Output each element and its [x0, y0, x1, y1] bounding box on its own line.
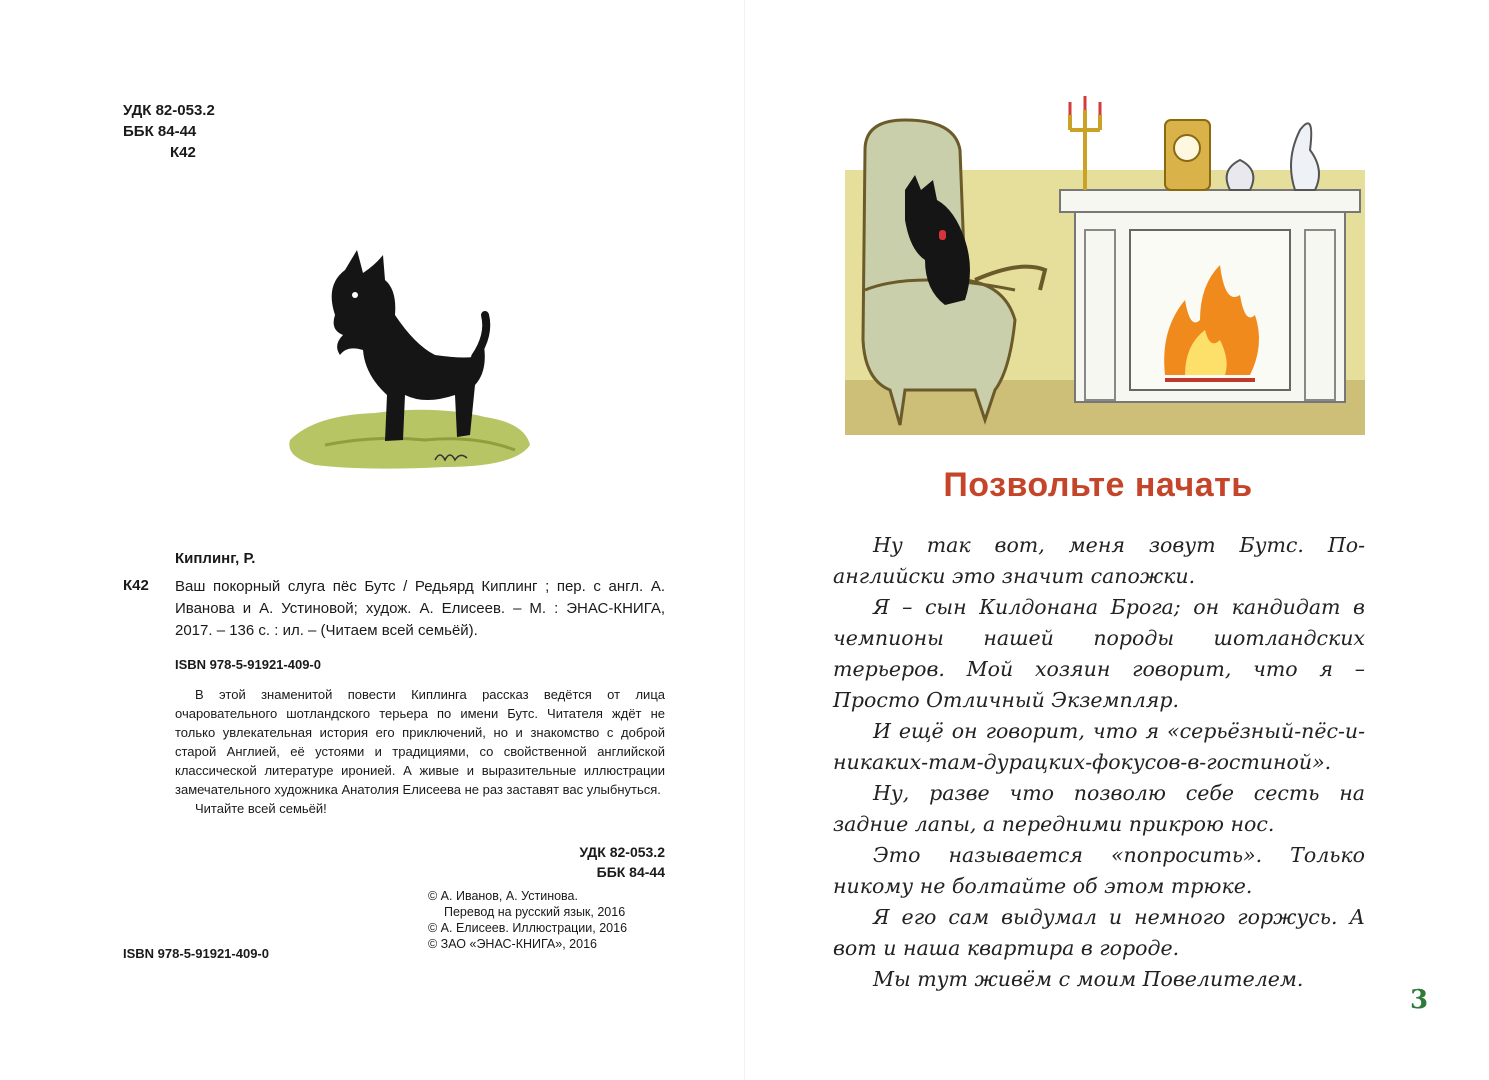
- dog-tongue: [939, 230, 946, 240]
- bbk-code: ББК 84-44: [123, 123, 197, 140]
- copyright-line: © А. Иванов, А. Устинова.: [428, 889, 578, 903]
- mantel: [1060, 190, 1360, 212]
- story-text: [833, 530, 1365, 995]
- catalog-code: К42: [123, 577, 149, 594]
- annotation-text: В этой знаменитой повести Киплинга рассказ ведётся от лица очаровательного шотландского терьера по имени Бутс. Читателя ждёт не только увлекательная история его приключений, но и знакомство с доброй старой Англией, её устоями и традициями, со свойственной английской классической литературе иронией. А живые и выразительные иллюстрации замечательного художника Анатолия Елисеева не раз заставят вас улыбнуться.: [175, 687, 665, 797]
- udk-code: УДК 82-053.2: [123, 102, 215, 119]
- page-number: 3: [1410, 985, 1429, 1015]
- story-paragraph: Я его сам выдумал и немного горжусь. А вот и наша квартира в городе.: [833, 905, 1365, 960]
- story-paragraph: И ещё он говорит, что я «серьёзный-пёс-и-никаких-там-дурацких-фокусов-в-гостиной».: [833, 719, 1365, 774]
- author-heading: Киплинг, Р.: [175, 550, 256, 567]
- bibliographic-record: [175, 576, 665, 642]
- author-mark: К42: [170, 144, 196, 161]
- udk-bottom-block: [455, 842, 665, 882]
- annotation-closing: Читайте всей семьёй!: [195, 801, 327, 816]
- isbn-inner: ISBN 978-5-91921-409-0: [175, 657, 321, 672]
- story-paragraph: Ну так вот, меня зовут Бутс. По-английски это значит сапожки.: [833, 533, 1365, 588]
- scottie-dog-illustration: [285, 245, 535, 475]
- copyright-line: Перевод на русский язык, 2016: [444, 905, 626, 919]
- fireplace-illustration: [845, 90, 1365, 435]
- copyright-line: © А. Елисеев. Иллюстрации, 2016: [428, 921, 628, 935]
- figurine: [1291, 123, 1319, 190]
- story-paragraph: Это называется «попросить». Только никому не болтайте об этом трюке.: [833, 843, 1365, 898]
- bbk-bottom-code: ББК 84-44: [596, 864, 665, 880]
- spread-gutter: [744, 0, 745, 1080]
- bibliographic-text: Ваш покорный слуга пёс Бутс / Редьярд Киплинг ; пер. с англ. А. Иванова и А. Устиновой; худож. А. Елисеев. – М. : ЭНАС-КНИГА, 2017. – 136 с. : ил. – (Читаем всей семьёй).: [175, 578, 665, 639]
- dog-tail: [475, 315, 486, 357]
- story-paragraph: Я – сын Килдонана Брога; он кандидат в чемпионы нашей породы шотландских терьеров. Мой хозяин говорит, что я – Просто Отличный Экземпляр.: [833, 595, 1365, 712]
- story-paragraph: Мы тут живём с моим Повелителем.: [873, 967, 1304, 991]
- copyright-line: © ЗАО «ЭНАС-КНИГА», 2016: [428, 937, 597, 951]
- isbn-bottom: ISBN 978-5-91921-409-0: [123, 946, 269, 961]
- udk-bottom-code: УДК 82-053.2: [579, 844, 665, 860]
- dog-eye: [352, 292, 358, 298]
- annotation: [175, 685, 665, 818]
- udk-top-block: [123, 100, 215, 163]
- teapot: [1227, 160, 1254, 190]
- chapter-title: Позвольте начать: [943, 466, 1253, 504]
- story-paragraph: Ну, разве что позволю себе сесть на задние лапы, а передними прикрою нос.: [833, 781, 1365, 836]
- copyright-block: [428, 888, 668, 952]
